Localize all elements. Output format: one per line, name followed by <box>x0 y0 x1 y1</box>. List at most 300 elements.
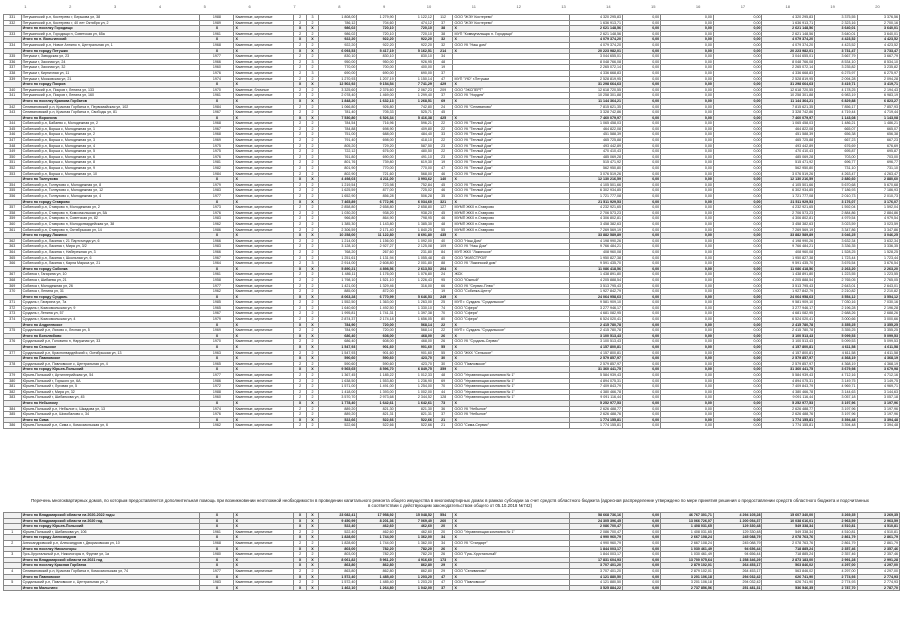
cell-a1: 761,80 <box>319 154 357 160</box>
cell-address: Итого по Малыгино <box>21 585 200 591</box>
cell-org: ООО "ЖЭУ Костерево" <box>453 20 570 26</box>
cell-type: Каменные, кирпичные <box>234 110 294 116</box>
cell-z2: 2 667 108,24 <box>661 540 714 546</box>
cell-tot: 465 725,88 <box>762 138 815 144</box>
cell-type: Каменные, кирпичные <box>234 126 294 132</box>
cell-z1: 0,00 <box>622 199 660 205</box>
cell-address: Итого по Андреевское <box>21 322 200 328</box>
cell-z1: 0,00 <box>622 31 660 37</box>
cell-u2: 3 176,07 <box>857 199 899 205</box>
cell-no: 373 <box>4 311 22 317</box>
cell-u1: 4 423,52 <box>815 37 857 43</box>
cell-z2: 0,00 <box>661 154 714 160</box>
cell-u1: 2 774,93 <box>815 574 857 580</box>
cell-org: ООО УК "Суздаль-Сервис" <box>453 339 570 345</box>
cell-entr: 2 <box>306 205 318 211</box>
cell-b: 47 <box>433 166 453 172</box>
cell-tot: 15 607 340,00 <box>762 513 815 519</box>
cell-a3: 821,31 <box>395 412 433 418</box>
cell-z2: 0,00 <box>661 400 714 406</box>
cell-entr: Х <box>306 177 318 183</box>
cell-sum: 4 105 501,66 <box>570 182 623 188</box>
cell-z1: 0,00 <box>622 373 660 379</box>
cell-z2: 0,00 <box>661 65 714 71</box>
cell-type: Каменные, кирпичные <box>234 59 294 65</box>
cell-b: 45 <box>433 110 453 116</box>
cell-z3: 0,00 <box>713 221 762 227</box>
cell-entr: 2 <box>306 210 318 216</box>
cell-sum: 2 626 488,76 <box>570 412 623 418</box>
cell-entr: 2 <box>306 317 318 323</box>
cell-floors: Х <box>294 333 306 339</box>
cell-year: 1969 <box>200 138 234 144</box>
cell-z3: 294 032,42 <box>713 580 762 586</box>
cell-a3: 922,20 <box>395 42 433 48</box>
cell-address: Итого по городу Покров <box>21 82 200 88</box>
cell-u2: 3 269,35 <box>857 513 899 519</box>
cell-z2: 13 066 726,07 <box>661 518 714 524</box>
cell-z1: 0,00 <box>622 585 660 591</box>
cell-entr: Х <box>306 26 318 32</box>
cell-u2: 1 143,08 <box>857 115 899 121</box>
cell-u1: 1 143,08 <box>815 115 857 121</box>
cell-year: 1988 <box>200 389 234 395</box>
cell-a3: 568,14 <box>395 328 433 334</box>
cell-b: 19 <box>433 65 453 71</box>
cell-org: ООО "Управляющая компания № 1" <box>453 529 570 535</box>
cell-u2: 667,23 <box>857 138 899 144</box>
cell-z2: 0,00 <box>661 277 714 283</box>
cell-tot: 1 950 827,38 <box>762 255 815 261</box>
cell-a2: 1 491,00 <box>357 384 395 390</box>
cell-z2: 0,00 <box>661 26 714 32</box>
cell-sum: 408 960,08 <box>570 249 623 255</box>
cell-tot: 4 681 082,95 <box>762 311 815 317</box>
column-mark: 12 <box>516 4 521 9</box>
cell-u1: 2 991,28 <box>815 557 857 563</box>
cell-a2: 938,20 <box>357 210 395 216</box>
cell-org: МУП г. Суздаль "Суздальское" <box>453 328 570 334</box>
cell-floors: Х <box>294 356 306 362</box>
cell-type: Каменные, кирпичные <box>234 149 294 155</box>
cell-u1: 2 861,79 <box>815 535 857 541</box>
cell-z2: 0,00 <box>661 373 714 379</box>
cell-u2: 696,77 <box>857 160 899 166</box>
cell-a1: 5 890,21 <box>319 266 357 272</box>
cell-address: Суздаль г, Комсомольская ул, 4 <box>21 317 200 323</box>
cell-sum: 2 086 700,47 <box>570 529 623 535</box>
cell-u2: 4 297,00 <box>857 568 899 574</box>
cell-entr: Х <box>306 333 318 339</box>
cell-a2: 1 131,94 <box>357 255 395 261</box>
cell-a3: 1 385,30 <box>395 221 433 227</box>
cell-z3: 0,00 <box>713 350 762 356</box>
cell-org: Х <box>453 37 570 43</box>
cell-year: Х <box>200 563 234 569</box>
cell-a1: 3 325,60 <box>319 87 357 93</box>
cell-org: МУП "УЮ" г.Петушки <box>453 76 570 82</box>
cell-u1: 5 099,53 <box>815 333 857 339</box>
cell-a1: 986,02 <box>319 26 357 32</box>
cell-b: 20 <box>433 524 453 530</box>
cell-year: 1981 <box>200 160 234 166</box>
cell-a1: 922,20 <box>319 37 357 43</box>
cell-floors: 2 <box>294 350 306 356</box>
cell-org: Х <box>453 266 570 272</box>
cell-no: 346 <box>4 132 22 138</box>
cell-org: Х <box>453 367 570 373</box>
cell-floors: Х <box>294 513 306 519</box>
cell-u2: 2 357,46 <box>857 552 899 558</box>
cell-floors: Х <box>294 546 306 552</box>
cell-address: Итого по городу Собинка <box>21 266 200 272</box>
cell-a1: 1 066,80 <box>319 104 357 110</box>
cell-sum: 3 525 884,22 <box>570 585 623 591</box>
cell-u1: 2 210,82 <box>815 289 857 295</box>
cell-z3: 0,00 <box>713 233 762 239</box>
cell-no: 371 <box>4 300 22 306</box>
cell-address: Суздальский р-н, Павловское с, Центральная ул, 2 <box>21 580 200 586</box>
cell-z2: 0,00 <box>661 82 714 88</box>
cell-u1: 3 667,79 <box>815 54 857 60</box>
cell-b: 22 <box>433 322 453 328</box>
cell-a3: 568,14 <box>395 322 433 328</box>
cell-floors: 2 <box>294 361 306 367</box>
cell-address: Собинский р-н, Ворша с, Молодежная ул, 3 <box>21 138 200 144</box>
cell-a1: 2 306,59 <box>319 227 357 233</box>
cell-org: МУМП ЖКХ п.Ставрово <box>453 205 570 211</box>
cell-no: 4 <box>4 568 22 574</box>
cell-tot: 31 298 664,63 <box>762 82 815 88</box>
cell-u1: 4 719,44 <box>815 110 857 116</box>
cell-z3: 0,00 <box>713 249 762 255</box>
cell-tot: 9 766 484,21 <box>762 244 815 250</box>
cell-floors: 2 <box>294 384 306 390</box>
cell-address: Юрьев-Польский г, Шибанкова ул, 45 <box>21 395 200 401</box>
cell-address: Собинский р-н, Лакинск г, 21 Партсъезда ул, 6 <box>21 238 200 244</box>
cell-sum: 9 581 909,10 <box>570 300 623 306</box>
spreadsheet-sheet <box>3 4 900 429</box>
cell-u1: 2 688,26 <box>815 311 857 317</box>
cell-u2: 3 355,25 <box>857 328 899 334</box>
cell-z3: 94 656,44 <box>713 546 762 552</box>
cell-a2: 950,00 <box>357 59 395 65</box>
cell-u1: 731,10 <box>815 166 857 172</box>
cell-sum: 2 621 148,56 <box>570 26 623 32</box>
cell-z1: 0,00 <box>622 182 660 188</box>
cell-a2: 522,66 <box>357 423 395 429</box>
cell-floors: 2 <box>294 126 306 132</box>
cell-a2: 676,00 <box>357 149 395 155</box>
cell-tot: 1 774 155,81 <box>762 423 815 429</box>
cell-floors: 2 <box>294 110 306 116</box>
cell-type: Каменные, кирпичные <box>234 277 294 283</box>
cell-b: 22 <box>433 149 453 155</box>
cell-type: Каменные, блочные <box>234 87 294 93</box>
cell-sum: 562 950,80 <box>570 166 623 172</box>
cell-a3: 316,00 <box>395 283 433 289</box>
cell-z3: 0,00 <box>713 406 762 412</box>
cell-entr: 2 <box>306 272 318 278</box>
cell-b: 74 <box>433 305 453 311</box>
cell-u2: 2 861,79 <box>857 535 899 541</box>
cell-no: 380 <box>4 378 22 384</box>
cell-type: Каменные, кирпичные <box>234 76 294 82</box>
cell-year: 1983 <box>200 244 234 250</box>
cell-no: 379 <box>4 373 22 379</box>
cell-u2: 5 670,68 <box>857 182 899 188</box>
cell-year: 1977 <box>200 54 234 60</box>
cell-a3: 862,80 <box>395 563 433 569</box>
cell-z3: 0,00 <box>713 412 762 418</box>
cell-a2: 830,10 <box>357 54 395 60</box>
cell-b: 209 <box>433 87 453 93</box>
cell-u2: 2 774,93 <box>857 574 899 580</box>
cell-entr: Х <box>306 322 318 328</box>
cell-a2: 864,90 <box>357 216 395 222</box>
cell-org: Х <box>453 557 570 563</box>
cell-z2: 0,00 <box>661 412 714 418</box>
cell-z2: 0,00 <box>661 205 714 211</box>
cell-z3: 0,00 <box>713 26 762 32</box>
cell-floors: 2 <box>294 289 306 295</box>
cell-entr: Х <box>306 115 318 121</box>
cell-address: Собинский р-н, Ворша с, Молодежная ул, 8 <box>21 160 200 166</box>
cell-entr: 2 <box>306 138 318 144</box>
cell-a3: 400,00 <box>395 65 433 71</box>
cell-a3: 690,00 <box>395 70 433 76</box>
cell-u1: 3 000,66 <box>815 317 857 323</box>
cell-tot: 718 885,24 <box>762 552 815 558</box>
cell-type: Каменные, кирпичные <box>234 255 294 261</box>
column-mark: 6 <box>248 4 251 9</box>
cell-entr: 2 <box>306 406 318 412</box>
cell-year: 1985 <box>200 300 234 306</box>
cell-u1: 2 880,60 <box>815 177 857 183</box>
cell-b: 23 <box>433 143 453 149</box>
cell-address: Собинский р-н, Лакинск г, Карла Маркса ул, 21 <box>21 261 200 267</box>
cell-z2: 0,00 <box>661 289 714 295</box>
cell-address: Собинский р-н, Ворша с, Молодежная ул, 5 <box>21 149 200 155</box>
cell-z3: 0,00 <box>713 48 762 54</box>
cell-u2: 3 394,48 <box>857 417 899 423</box>
cell-a1: 690,00 <box>319 70 357 76</box>
cell-z2: 0,00 <box>661 266 714 272</box>
cell-z3: 0,00 <box>713 266 762 272</box>
column-mark: 2 <box>69 4 72 9</box>
cell-z3: 0,00 <box>713 70 762 76</box>
cell-a3: 1 076,80 <box>395 272 433 278</box>
cell-entr: 2 <box>306 255 318 261</box>
cell-floors: 2 <box>294 87 306 93</box>
cell-type: Каменные, кирпичные <box>234 423 294 429</box>
cell-a2: 720,00 <box>357 322 395 328</box>
cell-b: 26 <box>433 552 453 558</box>
cell-a2: 721,60 <box>357 171 395 177</box>
cell-no: 362 <box>4 238 22 244</box>
cell-entr: 2 <box>306 350 318 356</box>
cell-sum: 1 774 155,81 <box>570 423 623 429</box>
cell-year: Х <box>200 115 234 121</box>
cell-a3: 725,02 <box>395 188 433 194</box>
cell-b: 95 <box>433 277 453 283</box>
cell-type: Х <box>234 367 294 373</box>
cell-u1: 3 676,54 <box>815 261 857 267</box>
cell-sum: 470 410,43 <box>570 149 623 155</box>
cell-z1: 0,00 <box>622 389 660 395</box>
cell-no: 359 <box>4 216 22 222</box>
cell-u2: 3 057,18 <box>857 395 899 401</box>
cell-b: 140 <box>433 177 453 183</box>
cell-floors: 2 <box>294 373 306 379</box>
cell-type: Х <box>234 417 294 423</box>
cell-org: ООО УК "Наш дом" <box>453 42 570 48</box>
cell-no: 334 <box>4 42 22 48</box>
cell-z3: 0,00 <box>713 345 762 351</box>
cell-a1: 23 082,41 <box>319 513 357 519</box>
cell-u2: 7 030,16 <box>857 300 899 306</box>
cell-u2: 2 880,60 <box>857 177 899 183</box>
cell-year: 1964 <box>200 261 234 267</box>
cell-org: Х <box>453 294 570 300</box>
cell-b: 37 <box>433 93 453 99</box>
cell-tot: 4 105 501,66 <box>762 182 815 188</box>
cell-u2: 2 963,59 <box>857 518 899 524</box>
cell-a2: 1 642,61 <box>357 400 395 406</box>
cell-z2: 0,00 <box>661 98 714 104</box>
cell-a2: 690,00 <box>357 70 395 76</box>
cell-floors: Х <box>294 524 306 530</box>
cell-u1: 7 186,93 <box>815 188 857 194</box>
cell-z3: 0,00 <box>713 255 762 261</box>
cell-z1: 0,00 <box>622 305 660 311</box>
cell-tot: 536 546,35 <box>762 585 815 591</box>
cell-z2: 0,00 <box>661 249 714 255</box>
cell-floors: 2 <box>294 221 306 227</box>
cell-u1: 4 368,19 <box>815 361 857 367</box>
cell-address: Александровский р-н, Александров г, Двориковская ул, 10 <box>21 540 200 546</box>
cell-b: 112 <box>433 15 453 21</box>
cell-b: 45 <box>433 255 453 261</box>
cell-entr: Х <box>306 82 318 88</box>
cell-floors: 2 <box>294 238 306 244</box>
cell-entr: Х <box>306 294 318 300</box>
cell-year: 1986 <box>200 227 234 233</box>
cell-z3: 0,00 <box>713 389 762 395</box>
cell-z1: 0,00 <box>622 266 660 272</box>
cell-u1: 665,07 <box>815 126 857 132</box>
cell-floors: 2 <box>294 540 306 546</box>
cell-type: Каменные, кирпичные <box>234 238 294 244</box>
cell-type: Каменные, кирпичные <box>234 216 294 222</box>
cell-u1: 2 765,05 <box>815 277 857 283</box>
cell-entr: 2 <box>306 188 318 194</box>
cell-a3: 5 162,51 <box>395 48 433 54</box>
cell-floors: 2 <box>294 272 306 278</box>
cell-u2: 2 010,73 <box>857 194 899 200</box>
cell-address: Суздальский р-н, Головино п, Наружная ул, 33 <box>21 339 200 345</box>
cell-a2: 1 329,46 <box>357 283 395 289</box>
cell-b: 260 <box>433 518 453 524</box>
cell-b: 26 <box>433 546 453 552</box>
cell-b: 24 <box>433 104 453 110</box>
cell-z2: 0,00 <box>661 121 714 127</box>
cell-a3: 821,30 <box>395 406 433 412</box>
cell-a1: 7 465,89 <box>319 199 357 205</box>
cell-u1: 2 357,46 <box>815 552 857 558</box>
cell-no: 354 <box>4 182 22 188</box>
cell-u2: 656,38 <box>857 132 899 138</box>
cell-type: Каменные, кирпичные <box>234 300 294 306</box>
cell-floors: 2 <box>294 104 306 110</box>
cell-z1: 0,00 <box>622 171 660 177</box>
cell-u1: 656,38 <box>815 132 857 138</box>
cell-year: 1983 <box>200 216 234 222</box>
cell-a3: 1 268,51 <box>395 98 433 104</box>
cell-z2: 0,00 <box>661 132 714 138</box>
cell-z2: 0,00 <box>661 76 714 82</box>
cell-u1: 2 643,01 <box>815 283 857 289</box>
cell-org: Х <box>453 535 570 541</box>
cell-u1: 4 297,00 <box>815 563 857 569</box>
cell-a1: 12 502,92 <box>319 82 357 88</box>
cell-z3: 4 294 105,28 <box>713 513 762 519</box>
cell-no: 347 <box>4 138 22 144</box>
cell-z2: 1 408 031,65 <box>661 524 714 530</box>
cell-sum: 1 636 913,71 <box>570 20 623 26</box>
cell-tot: 12 130 216,59 <box>762 177 815 183</box>
cell-a1: 686,40 <box>319 333 357 339</box>
cell-b: 435 <box>433 233 453 239</box>
cell-a1: 786,12 <box>319 20 357 26</box>
cell-entr: 2 <box>306 93 318 99</box>
cell-z2: 0,00 <box>661 160 714 166</box>
cell-entr: 2 <box>306 389 318 395</box>
cell-a2: 821,31 <box>357 412 395 418</box>
cell-z2: 0,00 <box>661 350 714 356</box>
cell-address: Итого по Владимирской области на 2021 год <box>21 557 200 563</box>
cell-a3: 2 125,08 <box>395 244 433 250</box>
cell-u1: 696,77 <box>815 160 857 166</box>
cell-z3: 0,00 <box>713 59 762 65</box>
cell-u2: 1 592,04 <box>857 205 899 211</box>
cell-no: 381 <box>4 384 22 390</box>
cell-u1: 1 528,25 <box>815 249 857 255</box>
cell-z2: 0,00 <box>661 255 714 261</box>
cell-year: Х <box>200 294 234 300</box>
cell-sum: 1 950 827,38 <box>570 255 623 261</box>
cell-type: Каменные, кирпичные <box>234 361 294 367</box>
cell-z1: 0,00 <box>622 395 660 401</box>
cell-entr: 2 <box>306 42 318 48</box>
cell-z2: 0,00 <box>661 143 714 149</box>
cell-year: Х <box>200 26 234 32</box>
cell-u2: 3 235,82 <box>857 65 899 71</box>
cell-a2: 716,96 <box>357 121 395 127</box>
cell-year: 1960 <box>200 395 234 401</box>
cell-z3: 0,00 <box>713 294 762 300</box>
cell-address: Петушинский р-н, Костерево г, Бершова ул, 38 <box>21 15 200 21</box>
cell-floors: 2 <box>294 93 306 99</box>
cell-year: Х <box>200 233 234 239</box>
cell-entr: 2 <box>306 283 318 289</box>
cell-floors: 2 <box>294 15 306 21</box>
cell-a3: 1 203,20 <box>395 580 433 586</box>
cell-b: 204 <box>433 266 453 272</box>
cell-year: 1961 <box>200 31 234 37</box>
cell-a3: 1 263,00 <box>395 300 433 306</box>
cell-a3: 15 048,52 <box>395 513 433 519</box>
